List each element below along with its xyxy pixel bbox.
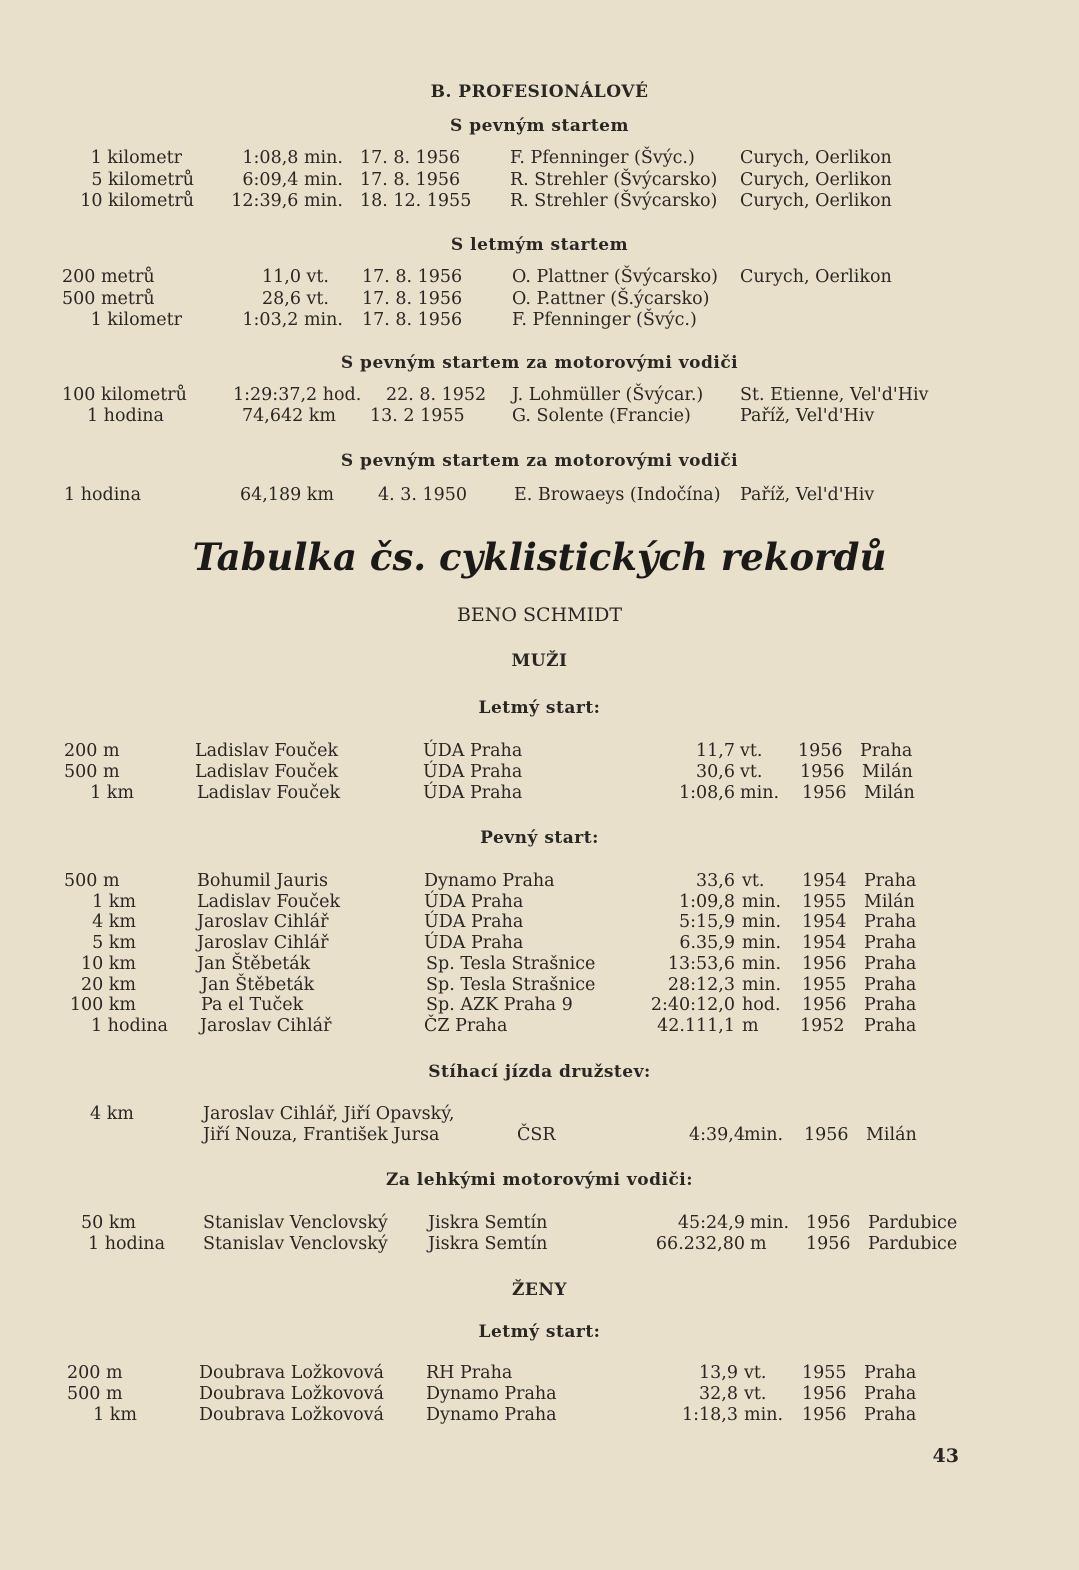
distance-cell: 500 metrů [62, 289, 155, 309]
table-row [0, 1233, 1079, 1255]
rider-cell: O. P.attner (Š.ýcarsko) [512, 289, 710, 309]
club-cell: Jiskra Semtín [428, 1213, 548, 1233]
unit-cell: vt. [744, 1363, 767, 1383]
table-row [0, 740, 1079, 762]
distance-cell: 1 hodina [64, 485, 142, 505]
value-cell: 11,7 [696, 741, 735, 761]
value-cell: 1:08,6 [679, 783, 735, 803]
time-cell: 1:29:37,2 hod. [233, 385, 362, 405]
unit-cell: min. [742, 954, 782, 974]
club-cell: Dynamo Praha [424, 871, 555, 891]
unit-cell: min. [744, 1125, 784, 1145]
table-row [0, 169, 1079, 191]
value-cell: 13:53,6 [667, 954, 735, 974]
value-cell: 66.232,80 [655, 1234, 745, 1254]
name-cell: Ladislav Fouček [197, 783, 341, 803]
section-heading-men: MUŽI [511, 651, 568, 671]
unit-cell: min. [742, 912, 782, 932]
table-row [0, 484, 1079, 506]
date-cell: 13. 2 1955 [370, 406, 465, 426]
place-cell: Praha [860, 741, 913, 761]
distance-cell: 200 metrů [62, 267, 155, 287]
distance-cell: 50 km [81, 1213, 137, 1233]
unit-cell: m [750, 1234, 767, 1254]
name-cell: Ladislav Fouček [195, 762, 339, 782]
club-cell: Jiskra Semtín [428, 1234, 548, 1254]
table-row [0, 932, 1079, 954]
year-cell: 1954 [802, 912, 847, 932]
table-row [0, 309, 1079, 331]
time-cell: 28,6 vt. [261, 289, 329, 309]
time-cell: 1:03,2 min. [242, 310, 343, 330]
unit-cell: min. [744, 1405, 784, 1425]
club-cell: ÚDA Praha [423, 741, 523, 761]
distance-cell: 1 kilometr [90, 148, 182, 168]
table-row [0, 1015, 1079, 1037]
place-cell: Curych, Oerlikon [740, 148, 892, 168]
table-row [0, 147, 1079, 169]
name-cell: Doubrava Ložkovová [199, 1384, 384, 1404]
club-cell: ÚDA Praha [424, 912, 524, 932]
unit-cell: vt. [742, 871, 765, 891]
time-cell: 11,0 vt. [261, 267, 329, 287]
date-cell: 18. 12. 1955 [360, 191, 472, 211]
place-cell: Curych, Oerlikon [740, 170, 892, 190]
distance-cell: 4 km [90, 1104, 134, 1124]
year-cell: 1956 [802, 783, 847, 803]
table-row [0, 190, 1079, 212]
place-cell: Paříž, Vel'd'Hiv [740, 406, 875, 426]
name-cell: Stanislav Venclovský [203, 1234, 388, 1254]
names-line-2: Jiří Nouza, František Jursa [203, 1125, 440, 1145]
distance-cell: 500 m [64, 871, 120, 891]
place-cell: St. Etienne, Vel'd'Hiv [740, 385, 929, 405]
time-cell: 6:09,4 min. [242, 170, 343, 190]
name-cell: Jaroslav Cihlář [197, 912, 329, 932]
unit-cell: hod. [742, 995, 781, 1015]
club-cell: Sp. AZK Praha 9 [426, 995, 573, 1015]
place-cell: Pardubice [868, 1234, 958, 1254]
table-row [0, 953, 1079, 975]
place-cell: Pardubice [868, 1213, 958, 1233]
distance-cell: 1 hodina [88, 1234, 166, 1254]
distance-cell: 200 m [64, 741, 120, 761]
subsection-heading: S pevným startem za motorovými vodiči [340, 353, 739, 373]
date-cell: 22. 8. 1952 [386, 385, 487, 405]
distance-cell: 5 kilometrů [91, 170, 194, 190]
year-cell: 1956 [802, 954, 847, 974]
unit-cell: m [742, 1016, 759, 1036]
subsection-heading: Letmý start: [478, 1322, 601, 1342]
table-row [0, 405, 1079, 427]
rider-cell: F. Pfenninger (Švýc.) [512, 310, 697, 330]
place-cell: Praha [864, 995, 917, 1015]
year-cell: 1955 [802, 892, 847, 912]
table-row [0, 870, 1079, 892]
name-cell: Pa el Tuček [201, 995, 304, 1015]
year-cell: 1956 [802, 995, 847, 1015]
value-cell: 30,6 [696, 762, 735, 782]
year-cell: 1955 [802, 1363, 847, 1383]
club-cell: Sp. Tesla Strašnice [426, 975, 596, 995]
subsection-heading: S pevným startem [450, 116, 629, 136]
table-row [0, 288, 1079, 310]
rider-cell: O. Plattner (Švýcarsko) [512, 267, 719, 287]
table-row [0, 1383, 1079, 1405]
club-cell: Dynamo Praha [426, 1384, 557, 1404]
time-cell: 1:08,8 min. [242, 148, 343, 168]
club-cell: ÚDA Praha [424, 933, 524, 953]
value-cell: 6.35,9 [679, 933, 735, 953]
club-cell: ČSR [517, 1125, 556, 1145]
place-cell: Praha [864, 912, 917, 932]
subsection-heading: Pevný start: [480, 828, 599, 848]
place-cell: Praha [864, 1405, 917, 1425]
year-cell: 1955 [802, 975, 847, 995]
place-cell: Milán [866, 1125, 917, 1145]
distance-cell: 1 kilometr [90, 310, 182, 330]
distance-cell: 1 hodina [86, 406, 164, 426]
distance-cell: 100 km [69, 995, 136, 1015]
value-cell: 42.111,1 [657, 1016, 735, 1036]
page-title: Tabulka čs. cyklistických rekordů [192, 535, 887, 579]
club-cell: ÚDA Praha [423, 783, 523, 803]
distance-cell: 5 km [92, 933, 136, 953]
club-cell: Sp. Tesla Strašnice [426, 954, 596, 974]
date-cell: 17. 8. 1956 [360, 148, 461, 168]
club-cell: ÚDA Praha [424, 892, 524, 912]
subsection-heading: Stíhací jízda družstev: [428, 1062, 651, 1082]
unit-cell: min. [740, 783, 780, 803]
author: BENO SCHMIDT [456, 604, 623, 626]
value-cell: 2:40:12,0 [650, 995, 735, 1015]
table-row [0, 761, 1079, 783]
year-cell: 1952 [800, 1016, 845, 1036]
section-heading-women: ŽENY [511, 1280, 568, 1300]
distance-cell: 10 kilometrů [80, 191, 194, 211]
distance-cell: 500 m [64, 762, 120, 782]
section-title-professional: B. PROFESIONÁLOVÉ [430, 82, 649, 102]
year-cell: 1956 [802, 1405, 847, 1425]
distance-cell: 1 km [92, 892, 136, 912]
year-cell: 1956 [806, 1213, 851, 1233]
table-row [0, 911, 1079, 933]
table-row [0, 384, 1079, 406]
value-cell: 1:09,8 [679, 892, 735, 912]
distance-cell: 100 kilometrů [62, 385, 187, 405]
unit-cell: vt. [744, 1384, 767, 1404]
year-cell: 1954 [802, 933, 847, 953]
club-cell: RH Praha [426, 1363, 513, 1383]
name-cell: Ladislav Fouček [197, 892, 341, 912]
value-cell: 28:12,3 [667, 975, 735, 995]
place-cell: Curych, Oerlikon [740, 267, 892, 287]
table-row [0, 1103, 1079, 1125]
unit-cell: min. [742, 975, 782, 995]
year-cell: 1956 [806, 1234, 851, 1254]
year-cell: 1956 [802, 1384, 847, 1404]
place-cell: Paříž, Vel'd'Hiv [740, 485, 875, 505]
unit-cell: vt. [740, 741, 763, 761]
value-cell: 45:24,9 [677, 1213, 745, 1233]
name-cell: Doubrava Ložkovová [199, 1363, 384, 1383]
date-cell: 17. 8. 1956 [362, 289, 463, 309]
distance-cell: 1 km [90, 783, 134, 803]
names-line-1: Jaroslav Cihlář, Jiří Opavský, [203, 1104, 455, 1124]
table-row [0, 782, 1079, 804]
distance-cell: 1 km [93, 1405, 137, 1425]
table-row [0, 994, 1079, 1016]
club-cell: ÚDA Praha [423, 762, 523, 782]
name-cell: Jan Štěbeták [197, 954, 311, 974]
table-row [0, 974, 1079, 996]
date-cell: 17. 8. 1956 [360, 170, 461, 190]
name-cell: Jan Štěbeták [201, 975, 315, 995]
date-cell: 4. 3. 1950 [378, 485, 468, 505]
value-cell: 4:39,4 [689, 1125, 745, 1145]
distance-cell: 20 km [80, 975, 136, 995]
place-cell: Milán [862, 762, 913, 782]
year-cell: 1956 [800, 762, 845, 782]
table-row [0, 1404, 1079, 1426]
place-cell: Praha [864, 975, 917, 995]
value-cell: 13,9 [699, 1363, 738, 1383]
place-cell: Praha [864, 1384, 917, 1404]
place-cell: Praha [864, 871, 917, 891]
table-row [0, 1212, 1079, 1234]
year-cell: 1954 [802, 871, 847, 891]
place-cell: Praha [864, 933, 917, 953]
date-cell: 17. 8. 1956 [362, 267, 463, 287]
rider-cell: R. Strehler (Švýcarsko) [510, 191, 718, 211]
time-cell: 74,642 km [242, 406, 336, 426]
year-cell: 1956 [798, 741, 843, 761]
unit-cell: min. [750, 1213, 790, 1233]
rider-cell: F. Pfenninger (Švýc.) [510, 148, 695, 168]
value-cell: 1:18,3 [682, 1405, 738, 1425]
page-number: 43 [932, 1445, 959, 1467]
place-cell: Praha [864, 1363, 917, 1383]
rider-cell: J. Lohmüller (Švýcar.) [512, 385, 704, 405]
place-cell: Curych, Oerlikon [740, 191, 892, 211]
value-cell: 32,8 [699, 1384, 738, 1404]
table-row [0, 266, 1079, 288]
date-cell: 17. 8. 1956 [362, 310, 463, 330]
name-cell: Doubrava Ložkovová [199, 1405, 384, 1425]
name-cell: Stanislav Venclovský [203, 1213, 388, 1233]
subsection-heading: S pevným startem za motorovými vodiči [340, 451, 739, 471]
value-cell: 33,6 [696, 871, 735, 891]
distance-cell: 10 km [80, 954, 136, 974]
name-cell: Ladislav Fouček [195, 741, 339, 761]
unit-cell: vt. [740, 762, 763, 782]
rider-cell: E. Browaeys (Indočína) [514, 485, 721, 505]
subsection-heading: Za lehkými motorovými vodiči: [385, 1170, 694, 1190]
club-cell: Dynamo Praha [426, 1405, 557, 1425]
unit-cell: min. [742, 892, 782, 912]
table-row [0, 891, 1079, 913]
name-cell: Bohumil Jauris [197, 871, 328, 891]
rider-cell: G. Solente (Francie) [512, 406, 691, 426]
rider-cell: R. Strehler (Švýcarsko) [510, 170, 718, 190]
table-row [0, 1124, 1079, 1146]
name-cell: Jaroslav Cihlář [200, 1016, 332, 1036]
place-cell: Praha [864, 1016, 917, 1036]
subsection-heading: Letmý start: [478, 698, 601, 718]
distance-cell: 4 km [92, 912, 136, 932]
distance-cell: 200 m [67, 1363, 123, 1383]
name-cell: Jaroslav Cihlář [197, 933, 329, 953]
place-cell: Praha [864, 954, 917, 974]
table-row [0, 1362, 1079, 1384]
time-cell: 64,189 km [240, 485, 334, 505]
distance-cell: 500 m [67, 1384, 123, 1404]
value-cell: 5:15,9 [679, 912, 735, 932]
subsection-heading: S letmým startem [450, 235, 629, 255]
unit-cell: min. [742, 933, 782, 953]
time-cell: 12:39,6 min. [231, 191, 343, 211]
year-cell: 1956 [804, 1125, 849, 1145]
place-cell: Milán [864, 892, 915, 912]
distance-cell: 1 hodina [90, 1016, 168, 1036]
club-cell: ČZ Praha [424, 1016, 508, 1036]
place-cell: Milán [864, 783, 915, 803]
